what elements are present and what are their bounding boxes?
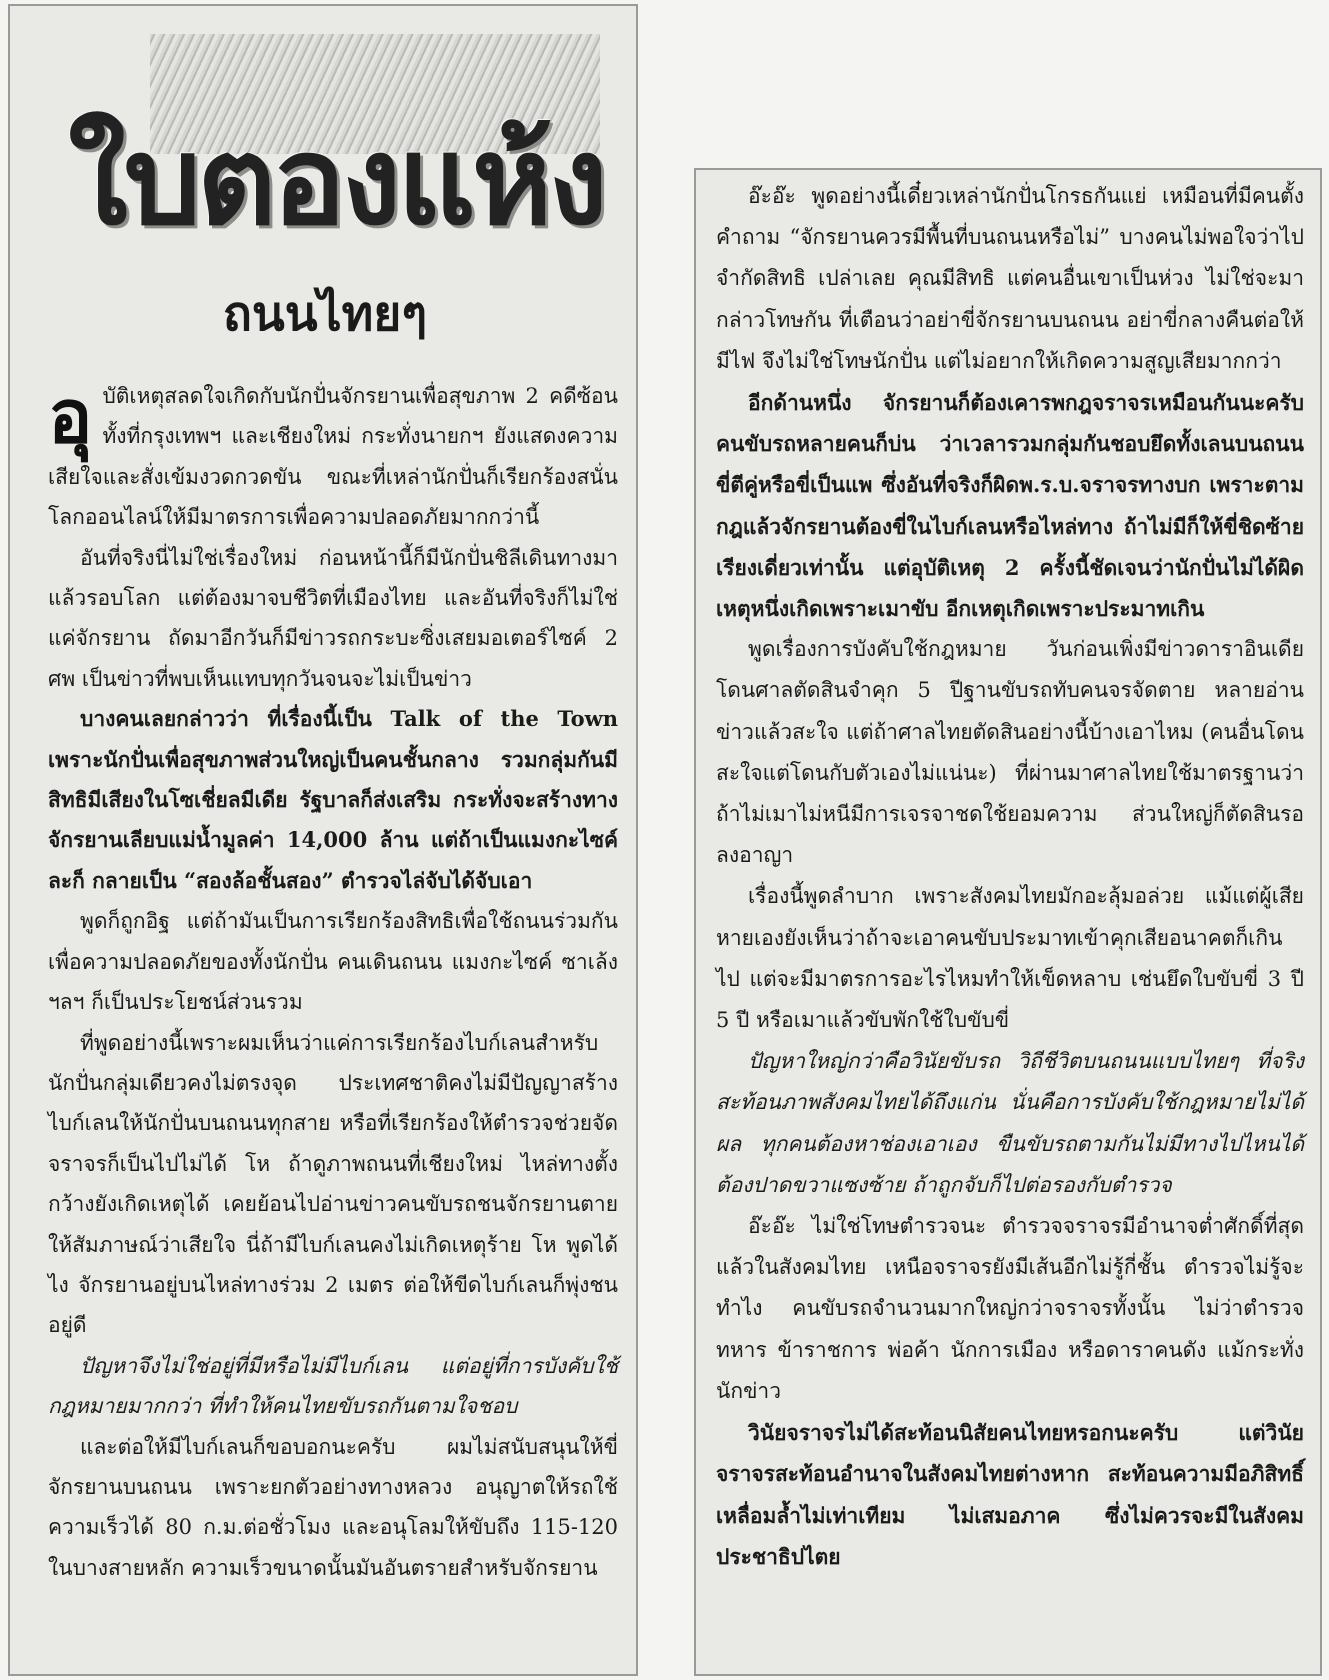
paragraph-italic: ปัญหาใหญ่กว่าคือวินัยขับรถ วิถีชีวิตบนถนนแบบไทยๆ ที่จริงสะท้อนภาพสังคมไทยได้ถึงแก่น นั่นคือการบังคับใช้กฎหมายไม่ได้ผล ทุกคนต้องหาช่องเอาเอง ขืนขับรถตามกันไม่มีทางไปไหนได้ต้องปาดขวาแซงซ้าย ถ้าถูกจับก็ไปต่อรองกับตำรวจ — [716, 1049, 1304, 1197]
paragraph: อ๊ะอ๊ะ ไม่ใช่โทษตำรวจนะ ตำรวจจราจรมีอำนาจต่ำศักดิ์ที่สุดแล้วในสังคมไทย เหนือจราจรยังมีเส้นอีกไม่รู้กี่ชั้น ตำรวจไม่รู้จะทำไง คนขับรถจำนวนมากใหญ่กว่าจราจรทั้งนั้น ไม่ว่าตำรวจ ทหาร ข้าราชการ พ่อค้า นักการเมือง หรือดาราคนดัง แม้กระทั่งนักข่าว — [716, 1214, 1304, 1403]
right-column — [694, 168, 1322, 1676]
paragraph: พูดก็ถูกอิฐ แต่ถ้ามันเป็นการเรียกร้องสิทธิเพื่อใช้ถนนร่วมกัน เพื่อความปลอดภัยของทั้งนักปั่น คนเดินถนน แมงกะไซค์ ซาเล้ง ฯลฯ ก็เป็นประโยชน์ส่วนรวม — [48, 909, 618, 1015]
left-article-body — [48, 376, 618, 1588]
paragraph: ที่พูดอย่างนี้เพราะผมเห็นว่าแค่การเรียกร้องไบก์เลนสำหรับนักปั่นกลุ่มเดียวคงไม่ตรงจุด ประเทศชาติคงไม่มีปัญญาสร้างไบก์เลนให้นักปั่นบนถนนทุกสาย หรือที่เรียกร้องให้ตำรวจช่วยจัดจราจรก็เป็นไปไม่ได้ โห ถ้าดูภาพถนนที่เชียงใหม่ ไหล่ทางตั้งกว้างยังเกิดเหตุได้ เคยย้อนไปอ่านข่าวคนขับรถชนจักรยานตาย ให้สัมภาษณ์ว่าเสียใจ นี่ถ้ามีไบก์เลนคงไม่เกิดเหตุร้าย โห พูดได้ไง จักรยานอยู่บนไหล่ทางร่วม 2 เมตร ต่อให้ขีดไบก์เลนก็พุ่งชนอยู่ดี — [48, 1030, 618, 1338]
right-article-body — [716, 176, 1304, 1577]
paragraph-bold: วินัยจราจรไม่ได้สะท้อนนิสัยคนไทยหรอกนะครับ แต่วินัยจราจรสะท้อนอำนาจในสังคมไทยต่างหาก สะท้อนความมีอภิสิทธิ์เหลื่อมล้ำไม่เท่าเทียม ไม่เสมอภาค ซึ่งไม่ควรจะมีในสังคมประชาธิปไตย — [716, 1420, 1304, 1569]
drop-cap: อุ — [48, 374, 93, 460]
paragraph: เรื่องนี้พูดลำบาก เพราะสังคมไทยมักอะลุ้มอล่วย แม้แต่ผู้เสียหายเองยังเห็นว่าถ้าจะเอาคนขับประมาทเข้าคุกเสียอนาคตก็เกินไป แต่จะมีมาตรการอะไรไหมทำให้เข็ดหลาบ เช่นยึดใบขับขี่ 3 ปี 5 ปี หรือเมาแล้วขับพักใช้ใบขับขี่ — [716, 884, 1304, 1033]
paragraph: และต่อให้มีไบก์เลนก็ขอบอกนะครับ ผมไม่สนับสนุนให้ขี่จักรยานบนถนน เพราะยกตัวอย่างทางหลวง อนุญาตให้รถใช้ความเร็วได้ 80 ก.ม.ต่อชั่วโมง และอนุโลมให้ขับถึง 115-120 ในบางสายหลัก ความเร็วขนาดนั้นมันอันตรายสำหรับจักรยาน — [48, 1434, 618, 1580]
paragraph-italic: ปัญหาจึงไม่ใช่อยู่ที่มีหรือไม่มีไบก์เลน แต่อยู่ที่การบังคับใช้กฎหมายมากกว่า ที่ทำให้คนไทยขับรถกันตามใจชอบ — [48, 1353, 618, 1419]
left-column — [8, 4, 638, 1676]
paragraph: อ๊ะอ๊ะ พูดอย่างนี้เดี๋ยวเหล่านักปั่นโกรธกันแย่ เหมือนที่มีคนตั้งคำถาม “จักรยานควรมีพื้นที่บนถนนหรือไม่” บางคนไม่พอใจว่าไปจำกัดสิทธิ เปล่าเลย คุณมีสิทธิ แต่คนอื่นเขาเป็นห่วง ไม่ใช่จะมากล่าวโทษกัน ที่เตือนว่าอย่าขี่จักรยานบนถนน อย่าขี่กลางคืนต่อให้มีไฟ จึงไม่ใช่โทษนักปั่น แต่ไม่อยากให้เกิดความสูญเสียมากกว่า — [716, 184, 1304, 373]
paragraph-bold: อีกด้านหนึ่ง จักรยานก็ต้องเคารพกฎจราจรเหมือนกันนะครับ คนขับรถหลายคนก็บ่น ว่าเวลารวมกลุ่มกันชอบยึดทั้งเลนบนถนน ขี่ตีคู่หรือขี่เป็นแพ ซึ่งอันที่จริงก็ผิดพ.ร.บ.จราจรทางบก เพราะตามกฎแล้วจักรยานต้องขี่ในไบก์เลนหรือไหล่ทาง ถ้าไม่มีก็ให้ขี่ชิดซ้ายเรียงเดี่ยวเท่านั้น แต่อุบัติเหตุ 2 ครั้งนี้ชัดเจนว่านักปั่นไม่ได้ผิด เหตุหนึ่งเกิดเพราะเมาขับ อีกเหตุเกิดเพราะประมาทเกิน — [716, 390, 1304, 622]
lead-paragraph — [48, 376, 618, 538]
paragraph: อันที่จริงนี่ไม่ใช่เรื่องใหม่ ก่อนหน้านี้ก็มีนักปั่นชิลีเดินทางมาแล้วรอบโลก แต่ต้องมาจบชีวิตที่เมืองไทย และอันที่จริงก็ไม่ใช่แค่จักรยาน ถัดมาอีกวันก็มีข่าวรถกระบะซิ่งเสยมอเตอร์ไซค์ 2 ศพ เป็นข่าวที่พบเห็นแทบทุกวันจนจะไม่เป็นข่าว — [48, 545, 618, 691]
paragraph-bold: บางคนเลยกล่าวว่า ที่เรื่องนี้เป็น Talk of the Town เพราะนักปั่นเพื่อสุขภาพส่วนใหญ่เป็นคนชั้นกลาง รวมกลุ่มกันมีสิทธิมีเสียงในโซเชี่ยลมีเดีย รัฐบาลก็ส่งเสริม กระทั่งจะสร้างทางจักรยานเลียบแม่น้ำมูลค่า 14,000 ล้าน แต่ถ้าเป็นแมงกะไซค์ละก็ กลายเป็น “สองล้อชั้นสอง” ตำรวจไล่จับได้จับเอา — [48, 706, 618, 893]
headline: ถนนไทยๆ — [222, 286, 428, 342]
column-logo: ใบตองแห้ง — [68, 110, 604, 252]
lead-text: บัติเหตุสลดใจเกิดกับนักปั่นจักรยานเพื่อสุขภาพ 2 คดีซ้อนทั้งที่กรุงเทพฯ และเชียงใหม่ กระทั่งนายกฯ ยังแสดงความเสียใจและสั่งเข้มงวดกวดขัน ขณะที่เหล่านักปั่นก็เรียกร้องสนั่นโลกออนไลน์ให้มีมาตรการเพื่อความปลอดภัยมากกว่านี้ — [48, 384, 618, 530]
paragraph: พูดเรื่องการบังคับใช้กฎหมาย วันก่อนเพิ่งมีข่าวดาราอินเดียโดนศาลตัดสินจำคุก 5 ปีฐานขับรถทับคนจรจัดตาย หลายอ่านข่าวแล้วสะใจ แต่ถ้าศาลไทยตัดสินอย่างนี้บ้างเอาไหม (คนอื่นโดนสะใจแต่โดนกับตัวเองไม่แน่นะ) ที่ผ่านมาศาลไทยใช้มาตรฐานว่าถ้าไม่เมาไม่หนีมีการเจรจาชดใช้ยอมความ ส่วนใหญ่ก็ตัดสินรอลงอาญา — [716, 637, 1304, 868]
